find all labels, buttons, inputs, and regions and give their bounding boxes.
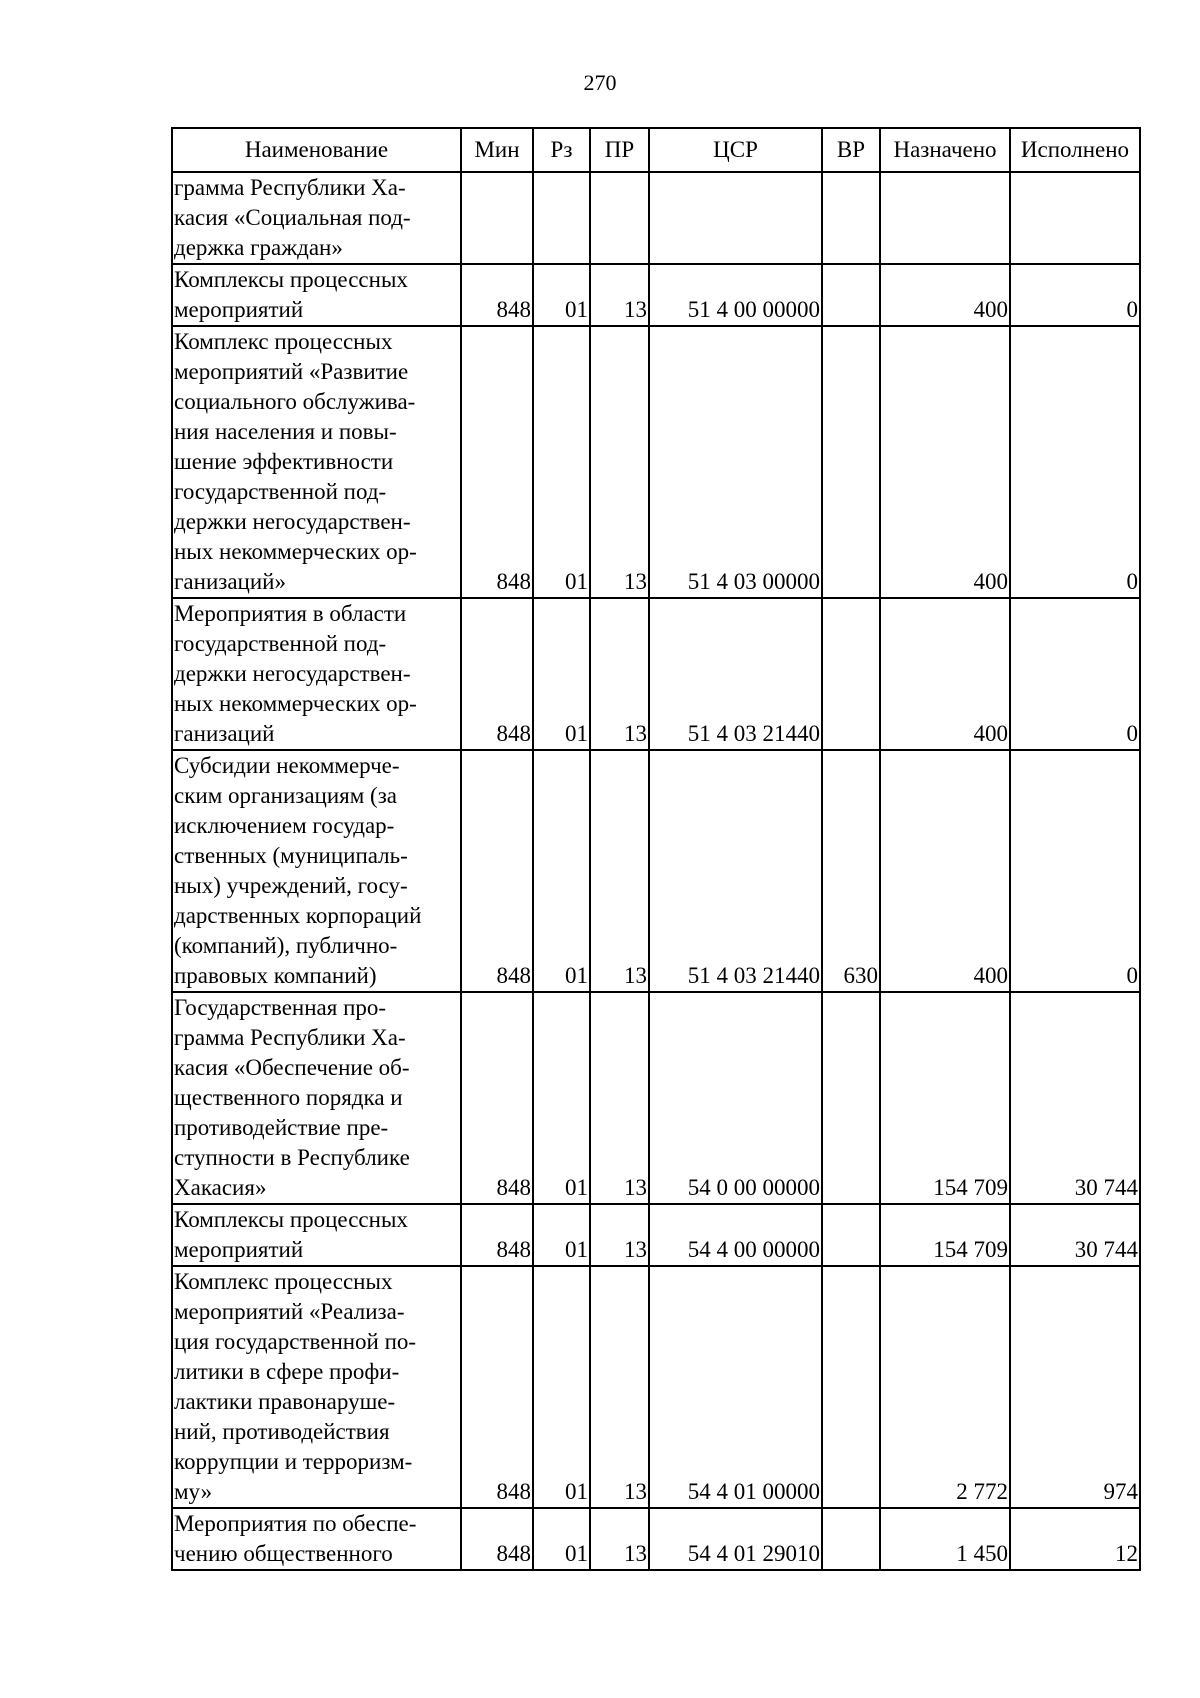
name-line: касия «Социальная под- xyxy=(174,205,411,230)
cell-rz: 01 xyxy=(533,1508,590,1570)
table-row xyxy=(172,1266,1140,1508)
cell-assigned xyxy=(880,172,1010,264)
cell-assigned: 400 xyxy=(880,326,1010,598)
name-line: Комплекс процессных xyxy=(174,329,393,354)
table-row xyxy=(172,1508,1140,1570)
cell-assigned: 400 xyxy=(880,750,1010,992)
table-row xyxy=(172,264,1140,326)
name-line: шение эффективности xyxy=(174,449,394,474)
name-line: Государственная про- xyxy=(174,995,387,1020)
table-row xyxy=(172,1204,1140,1266)
cell-min: 848 xyxy=(461,264,533,326)
name-line: ганизаций» xyxy=(174,569,286,594)
name-line: касия «Обеспечение об- xyxy=(174,1055,410,1080)
cell-vr xyxy=(822,598,880,750)
page-number: 270 xyxy=(583,70,617,95)
cell-csr: 54 0 00 00000 xyxy=(649,992,822,1204)
table-row xyxy=(172,172,1140,264)
cell-rz: 01 xyxy=(533,750,590,992)
cell-min: 848 xyxy=(461,750,533,992)
header-vr: ВР xyxy=(822,128,880,172)
cell-name xyxy=(172,1204,461,1266)
cell-rz: 01 xyxy=(533,1266,590,1508)
cell-pr: 13 xyxy=(590,992,649,1204)
name-line: Комплексы процессных xyxy=(174,267,408,292)
cell-vr xyxy=(822,264,880,326)
cell-csr: 54 4 01 29010 xyxy=(649,1508,822,1570)
name-line: держки негосударствен- xyxy=(174,661,411,686)
cell-assigned: 400 xyxy=(880,598,1010,750)
name-line: правовых компаний) xyxy=(174,963,377,988)
name-line: ных некоммерческих ор- xyxy=(174,691,417,716)
header-rz: Рз xyxy=(533,128,590,172)
name-line: ция государственной по- xyxy=(174,1329,417,1354)
cell-pr: 13 xyxy=(590,1266,649,1508)
header-executed: Исполнено xyxy=(1010,128,1140,172)
name-line: мероприятий xyxy=(174,297,304,322)
cell-vr xyxy=(822,172,880,264)
cell-csr: 51 4 03 21440 xyxy=(649,598,822,750)
cell-min: 848 xyxy=(461,1266,533,1508)
cell-csr xyxy=(649,172,822,264)
cell-rz: 01 xyxy=(533,264,590,326)
cell-executed: 30 744 xyxy=(1010,992,1140,1204)
cell-vr xyxy=(822,992,880,1204)
name-line: мероприятий «Развитие xyxy=(174,359,409,384)
cell-min: 848 xyxy=(461,1204,533,1266)
name-line: литики в сфере профи- xyxy=(174,1359,400,1384)
name-line: ных некоммерческих ор- xyxy=(174,539,417,564)
cell-pr xyxy=(590,172,649,264)
name-line: Мероприятия в области xyxy=(174,601,407,626)
cell-min: 848 xyxy=(461,992,533,1204)
name-line: ступности в Республике xyxy=(174,1145,410,1170)
name-line: коррупции и терроризм- xyxy=(174,1449,413,1474)
cell-executed: 974 xyxy=(1010,1266,1140,1508)
cell-executed: 0 xyxy=(1010,598,1140,750)
cell-rz: 01 xyxy=(533,326,590,598)
cell-csr: 54 4 00 00000 xyxy=(649,1204,822,1266)
cell-name xyxy=(172,598,461,750)
cell-assigned: 2 772 xyxy=(880,1266,1010,1508)
name-line: исключением государ- xyxy=(174,813,395,838)
cell-name xyxy=(172,1266,461,1508)
cell-pr: 13 xyxy=(590,326,649,598)
cell-csr: 51 4 00 00000 xyxy=(649,264,822,326)
cell-min: 848 xyxy=(461,1508,533,1570)
cell-vr xyxy=(822,326,880,598)
cell-pr: 13 xyxy=(590,1508,649,1570)
cell-min xyxy=(461,172,533,264)
cell-pr: 13 xyxy=(590,598,649,750)
cell-name xyxy=(172,172,461,264)
cell-name xyxy=(172,750,461,992)
cell-vr xyxy=(822,1266,880,1508)
cell-pr: 13 xyxy=(590,1204,649,1266)
cell-rz: 01 xyxy=(533,598,590,750)
cell-assigned: 154 709 xyxy=(880,1204,1010,1266)
name-line: ским организациям (за xyxy=(174,783,398,808)
cell-executed: 0 xyxy=(1010,326,1140,598)
cell-pr: 13 xyxy=(590,264,649,326)
name-line: лактики правонаруше- xyxy=(174,1389,396,1414)
header-assigned: Назначено xyxy=(880,128,1010,172)
name-line: му» xyxy=(174,1479,213,1504)
name-line: Комплексы процессных xyxy=(174,1207,408,1232)
name-line: противодействие пре- xyxy=(174,1115,389,1140)
name-line: держки негосударствен- xyxy=(174,509,411,534)
cell-rz: 01 xyxy=(533,1204,590,1266)
header-min: Мин xyxy=(461,128,533,172)
header-csr: ЦСР xyxy=(649,128,822,172)
cell-executed: 0 xyxy=(1010,264,1140,326)
name-line: ний, противодействия xyxy=(174,1419,390,1444)
table-body xyxy=(172,172,1140,1570)
name-line: мероприятий «Реализа- xyxy=(174,1299,405,1324)
name-line: (компаний), публично- xyxy=(174,933,398,958)
name-line: ных) учреждений, госу- xyxy=(174,873,408,898)
table-row xyxy=(172,992,1140,1204)
name-line: держка граждан» xyxy=(174,235,343,260)
name-line: грамма Республики Ха- xyxy=(174,175,406,200)
cell-min: 848 xyxy=(461,598,533,750)
cell-csr: 51 4 03 00000 xyxy=(649,326,822,598)
cell-pr: 13 xyxy=(590,750,649,992)
table-row xyxy=(172,326,1140,598)
header-pr: ПР xyxy=(590,128,649,172)
name-line: государственной под- xyxy=(174,631,387,656)
name-line: мероприятий xyxy=(174,1237,304,1262)
name-line: щественного порядка и xyxy=(174,1085,403,1110)
name-line: Хакасия» xyxy=(174,1175,267,1200)
cell-name xyxy=(172,264,461,326)
table-row xyxy=(172,750,1140,992)
budget-table xyxy=(171,127,1141,1571)
name-line: ственных (муниципаль- xyxy=(174,843,408,868)
cell-vr xyxy=(822,1204,880,1266)
name-line: ганизаций xyxy=(174,721,275,746)
cell-rz: 01 xyxy=(533,992,590,1204)
cell-name xyxy=(172,326,461,598)
name-line: Субсидии некоммерче- xyxy=(174,753,400,778)
cell-rz xyxy=(533,172,590,264)
cell-executed xyxy=(1010,172,1140,264)
name-line: государственной под- xyxy=(174,479,387,504)
table-row xyxy=(172,598,1140,750)
name-line: Комплекс процессных xyxy=(174,1269,393,1294)
cell-assigned: 1 450 xyxy=(880,1508,1010,1570)
cell-assigned: 154 709 xyxy=(880,992,1010,1204)
name-line: социального обслужива- xyxy=(174,389,416,414)
cell-executed: 30 744 xyxy=(1010,1204,1140,1266)
cell-vr: 630 xyxy=(822,750,880,992)
name-line: грамма Республики Ха- xyxy=(174,1025,406,1050)
cell-executed: 12 xyxy=(1010,1508,1140,1570)
name-line: ния населения и повы- xyxy=(174,419,397,444)
cell-csr: 51 4 03 21440 xyxy=(649,750,822,992)
cell-vr xyxy=(822,1508,880,1570)
cell-assigned: 400 xyxy=(880,264,1010,326)
cell-min: 848 xyxy=(461,326,533,598)
header-row xyxy=(172,128,1140,172)
header-name: Наименование xyxy=(172,128,461,172)
cell-name xyxy=(172,1508,461,1570)
name-line: чению общественного xyxy=(174,1541,393,1566)
name-line: дарственных корпораций xyxy=(174,903,422,928)
cell-name xyxy=(172,992,461,1204)
cell-csr: 54 4 01 00000 xyxy=(649,1266,822,1508)
cell-executed: 0 xyxy=(1010,750,1140,992)
name-line: Мероприятия по обеспе- xyxy=(174,1511,417,1536)
